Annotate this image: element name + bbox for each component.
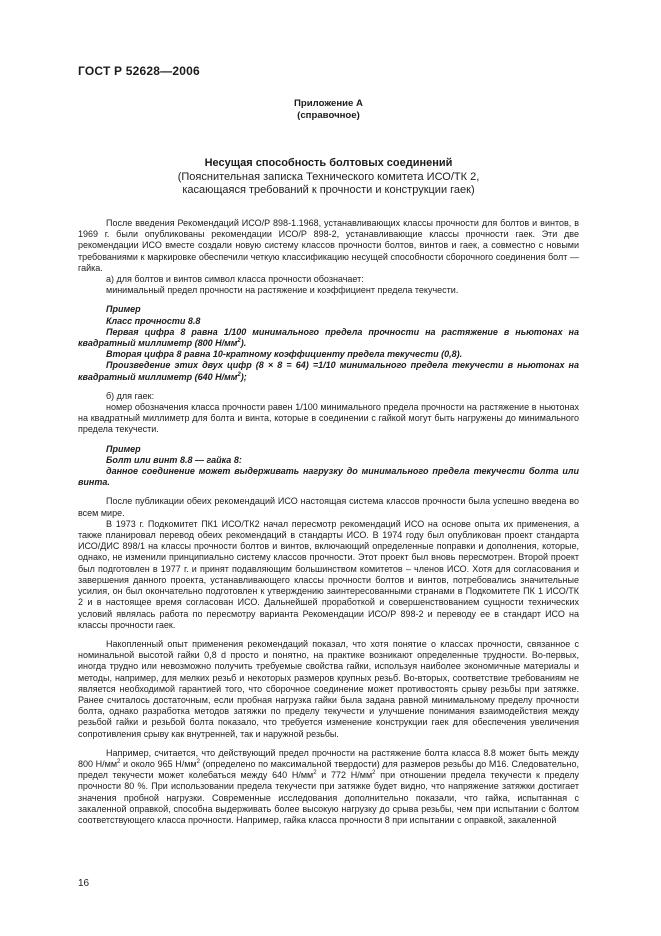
section-title: Несущая способность болтовых соединений bbox=[204, 157, 453, 169]
paragraph-publication: После публикации обеих рекомендаций ИСО настоящая система классов прочности была успешно введена во всем мире. bbox=[78, 496, 579, 518]
paragraph-example-yield: Например, считается, что действующий предел прочности на растяжение болта класса 8.8 может быть между 800 $Н/мм^2$ и около 965 $Н/мм^2$ (определено по максимальной твердости) для размеров резьбы до М16. Следовательно, предел текучести может колебаться между 640 $Н/мм^2$ и 772 $Н/мм^2$ при отношении предела текучести к пределу прочности 80 %. При использовании предела текучести при затяжке будет видно, что напряжение затяжки достигает значения пробной нагрузки. Современные исследования дополнительно показали, что гайка, испытанная с закаленной оправкой, способна выдерживать более высокую нагрузку до срыва резьбы, чем при испытании с болтом соответствующего класса прочности. Например, гайка класса прочности 8 при испытании с оправкой, закаленной bbox=[78, 747, 579, 825]
paragraph-revision-history: В 1973 г. Подкомитет ПК1 ИСО/ТК2 начал пересмотр рекомендаций ИСО на основе опыта их применения, а также планировал перевод обеих рекомендаций в стандарты ИСО. В 1974 году был опубликован проект стандарта ИСО/ДИС 898/1 на классы прочности болтов и винтов, включающий определенные поправки и дополнения, которые, однако, не изменили принципиально систему классов прочности. Этот проект был вновь пересмотрен. Второй проект был подготовлен в 1977 г. и принят подавляющим большинством комитетов – членов ИСО. Хотя для согласования и завершения данного проекта, устанавливающего классы прочности болтов и винтов, потребовались значительные усилия, он был окончательно подготовлен к утверждению заинтересованными странами в Подкомитете ПК 1 ИСО/ТК 2 и в настоящее время согласован ИСО. Дальнейшей проработкой и совершенствованием сущности технических условий являлась работа по пересмотру варианта Рекомендации ИСО/Р 898-2 и переводу ее в стандарт ИСО на классы прочности гаек. bbox=[78, 518, 579, 630]
annex-label: Приложение А bbox=[294, 98, 363, 109]
example-1-first-digit: Первая цифра 8 равна 1/100 минимального предела прочности на растяжение в ньютонах на квадратный миллиметр (800 $Н/мм^2$). bbox=[78, 326, 579, 349]
example-2-pair: Болт или винт 8.8 — гайка 8: bbox=[106, 454, 242, 465]
example-2-description: данное соединение может выдерживать нагрузку до минимального предела текучести болта или винта. bbox=[78, 466, 579, 488]
example-1-class: Класс прочности 8.8 bbox=[106, 315, 201, 326]
section-subtitle-line-1: (Пояснительная записка Технического комитета ИСО/ТК 2, bbox=[177, 171, 480, 183]
paragraph-intro: После введения Рекомендаций ИСО/Р 898-1.1968, устанавливающих классы прочности для болтов и винтов, в 1969 г. были опубликованы рекомендации ИСО/Р 898-2, устанавливающие классы прочности гаек. Эти две рекомендации ИСО вместе создали новую систему классов прочности болтов, винтов и гаек, а совместно с новыми требованиями к маркировке обеспечили четкую классификацию несущей способности сборочного соединения болт — гайка. bbox=[78, 218, 579, 273]
page-number: 16 bbox=[78, 878, 90, 889]
example-2-label: Пример bbox=[106, 443, 141, 454]
body-text bbox=[78, 218, 579, 826]
annex-type: (справочное) bbox=[297, 110, 360, 121]
list-item-b-detail: номер обозначения класса прочности равен 1/100 минимального предела прочности на растяжение в ньютонах на квадратный миллиметр для болта и винта, которые в соединении с гайкой могут быть нагружены до минимального предела текучести. bbox=[78, 402, 579, 435]
example-1-second-digit: Вторая цифра 8 равна 10-кратному коэффициенту предела текучести (0,8). bbox=[106, 349, 463, 360]
list-item-a: а) для болтов и винтов символ класса прочности обозначает: bbox=[106, 274, 364, 285]
example-1-product: Произведение этих двух цифр (8 × 8 = 64) =1/10 минимального предела текучести в ньютонах на квадратный миллиметр (640 $Н/мм^2$); bbox=[78, 360, 579, 382]
list-item-b: б) для гаек: bbox=[106, 390, 155, 401]
section-subtitle-line-2: касающаяся требований к прочности и конструкции гаек) bbox=[182, 184, 475, 196]
document-id: ГОСТ Р 52628—2006 bbox=[78, 64, 200, 78]
list-item-a-detail: минимальный предел прочности на растяжение и коэффициент предела текучести. bbox=[106, 285, 459, 296]
paragraph-experience: Накопленный опыт применения рекомендаций показал, что хотя понятие о классах прочности, связанное с номинальной высотой гайки 0,8 d просто и понятно, на практике возникают определенные трудности. Во-первых, иногда трудно или невозможно получить требуемые свойства гайки, используя наиболее экономичные материалы и методы, например, для мелких резьб и некоторых размеров крупных резьб. Во-вторых, соответствие требованиям не является необходимой гарантией того, что сборочное соединение может противостоять срыву резьбы при затяжке. Ранее считалось достаточным, если пробная нагрузка гайки была задана равной минимальному пределу прочности болта, однако разработка методов затяжки по пределу текучести и улучшение понимания взаимодействия между резьбой гайки и резьбой болта показало, что требуется изменение конструкции гаек для обеспечения увеличения сопротивления срыву как внутренней, так и наружной резьбы. bbox=[78, 638, 579, 739]
example-1-label: Пример bbox=[106, 304, 141, 315]
section-subtitle bbox=[78, 171, 579, 197]
